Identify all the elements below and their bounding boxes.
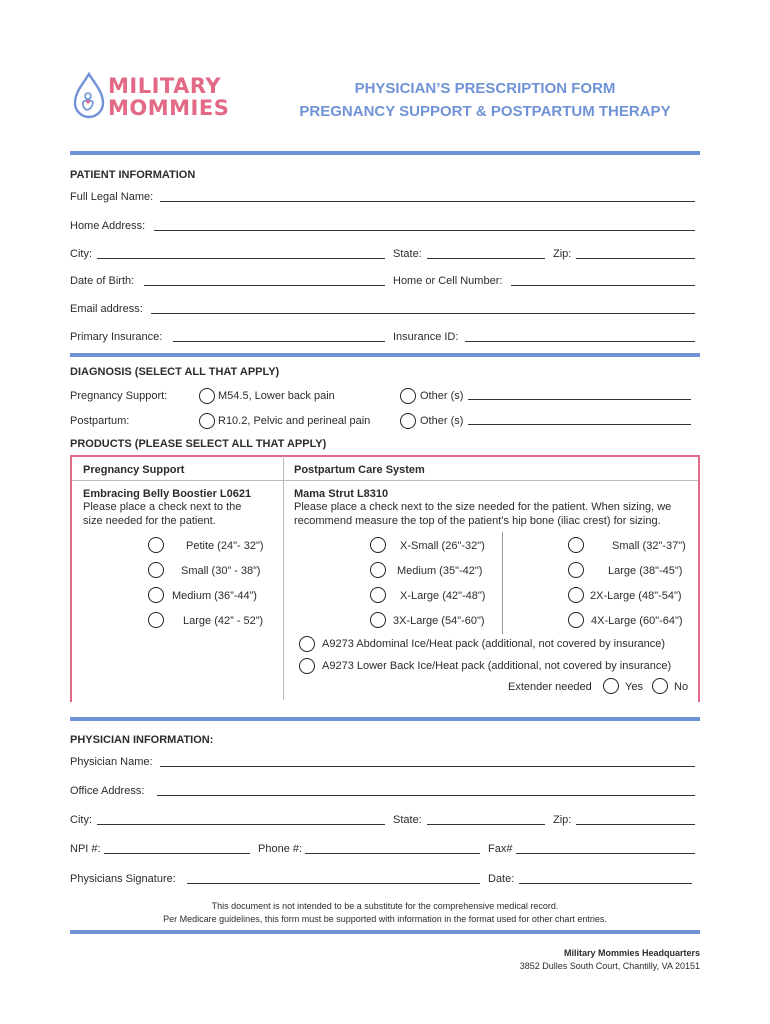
physician-phone-label: Phone #: [258,843,303,855]
hq-address: 3852 Dulles South Court, Chantilly, VA 20151 [519,961,700,971]
size-label: 3X-Large (54"-60") [393,615,485,627]
size-label: 4X-Large (60"-64") [591,615,683,627]
large-checkbox[interactable] [148,612,164,628]
hq-name: Military Mommies Headquarters [563,948,700,958]
physician-heading: PHYSICIAN INFORMATION: [70,734,214,746]
logo [72,72,232,122]
footer-note2: Per Medicare guidelines, this form must be supported with information in the format used for other chart entries. [163,914,607,924]
divider [70,151,700,155]
date-field[interactable] [519,883,692,884]
city-label: City: [70,248,92,260]
logo-drop-icon [72,72,106,120]
physician-state-label: State: [393,814,422,826]
office-address-label: Office Address: [70,785,145,797]
products-col-divider [283,456,284,700]
divider [70,930,700,934]
other2-label: Other (s) [420,415,464,427]
size-label: X-Small (26"-32") [400,540,485,552]
size-label: Petite (24"- 32") [186,540,264,552]
date-label: Date: [488,873,515,885]
xlarge-checkbox[interactable] [370,587,386,603]
full-name-label: Full Legal Name: [70,191,154,203]
r102-label: R10.2, Pelvic and perineal pain [218,415,371,427]
phone-field[interactable] [511,285,695,286]
home-address-field[interactable] [154,230,695,231]
divider [70,717,700,721]
p1-name: Embracing Belly Boostier L0621 [83,488,252,500]
footer-note1: This document is not intended to be a substitute for the comprehensive medical record. [211,901,559,911]
products-right-border [698,456,700,702]
medium-mama-checkbox[interactable] [370,562,386,578]
other2-field[interactable] [468,424,691,425]
physician-city-field[interactable] [97,824,385,825]
size-label: Medium (35"-42") [397,565,483,577]
physician-name-field[interactable] [160,766,695,767]
other1-field[interactable] [468,399,691,400]
state-label: State: [393,248,422,260]
size-label: Small (30” - 38”) [181,565,261,577]
p2-desc2: recommend measure the top of the patient’s hip bone (iliac crest) for sizing. [294,515,661,527]
r102-checkbox[interactable] [199,413,215,429]
pregnancy-support-label: Pregnancy Support: [70,390,168,402]
abdominal-pack-label: A9273 Abdominal Ice/Heat pack (additional, not covered by insurance) [322,638,666,650]
office-address-field[interactable] [157,795,695,796]
small-checkbox[interactable] [148,562,164,578]
diagnosis-heading: DIAGNOSIS (SELECT ALL THAT APPLY) [70,366,280,378]
form-subtitle: PREGNANCY SUPPORT & POSTPARTUM THERAPY [299,103,671,120]
state-field[interactable] [427,258,545,259]
size-label: 2X-Large (48"-54") [590,590,682,602]
insurance-id-field[interactable] [465,341,695,342]
dob-field[interactable] [144,285,385,286]
phone-label: Home or Cell Number: [393,275,503,287]
size-label: X-Large (42"-48") [400,590,486,602]
physician-name-label: Physician Name: [70,756,153,768]
medium-checkbox[interactable] [148,587,164,603]
fax-field[interactable] [516,853,695,854]
p2-desc1: Please place a check next to the size needed for the patient. When sizing, we [294,501,672,513]
logo-line1: MILITARY [108,74,222,98]
products-top-border [70,455,700,457]
extender-no-checkbox[interactable] [652,678,668,694]
col2-header: Postpartum Care System [294,464,425,476]
3xlarge-checkbox[interactable] [370,612,386,628]
insurance-id-label: Insurance ID: [393,331,459,343]
extender-no-label: No [674,681,689,693]
4xlarge-checkbox[interactable] [568,612,584,628]
lowerback-pack-label: A9273 Lower Back Ice/Heat pack (additional, not covered by insurance) [322,660,672,672]
home-address-label: Home Address: [70,220,146,232]
other2-checkbox[interactable] [400,413,416,429]
divider [70,353,700,357]
zip-field[interactable] [576,258,695,259]
physician-state-field[interactable] [427,824,545,825]
large-mama-checkbox[interactable] [568,562,584,578]
extender-label: Extender needed [508,681,592,693]
signature-field[interactable] [187,883,480,884]
m545-checkbox[interactable] [199,388,215,404]
extender-yes-label: Yes [625,681,643,693]
size-label: Large (38"-45") [608,565,683,577]
p1-desc2: size needed for the patient. [83,515,216,527]
insurance-label: Primary Insurance: [70,331,163,343]
physician-zip-field[interactable] [576,824,695,825]
small-mama-checkbox[interactable] [568,537,584,553]
size-label: Small (32"-37") [612,540,686,552]
physician-phone-field[interactable] [305,853,480,854]
physician-city-label: City: [70,814,92,826]
xsmall-checkbox[interactable] [370,537,386,553]
products-header-divider [72,480,698,481]
lowerback-pack-checkbox[interactable] [299,658,315,674]
postpartum-label: Postpartum: [70,415,130,427]
physician-zip-label: Zip: [553,814,572,826]
2xlarge-checkbox[interactable] [568,587,584,603]
fax-label: Fax# [488,843,513,855]
dob-label: Date of Birth: [70,275,135,287]
signature-label: Physicians Signature: [70,873,176,885]
size-label: Large (42” - 52”) [183,615,264,627]
other1-label: Other (s) [420,390,464,402]
products-left-border [70,456,72,702]
logo-line2: MOMMIES [108,96,230,120]
email-field[interactable] [151,313,695,314]
email-label: Email address: [70,303,143,315]
insurance-field[interactable] [173,341,385,342]
form-title: PHYSICIAN’S PRESCRIPTION FORM [354,80,616,97]
products-heading: PRODUCTS (PLEASE SELECT ALL THAT APPLY) [70,438,327,450]
p1-desc1: Please place a check next to the [83,501,242,513]
city-field[interactable] [97,258,385,259]
other1-checkbox[interactable] [400,388,416,404]
p2-name: Mama Strut L8310 [294,488,389,500]
npi-label: NPI #: [70,843,101,855]
size-label: Medium (36”-44”) [172,590,257,602]
abdominal-pack-checkbox[interactable] [299,636,315,652]
full-name-field[interactable] [160,201,695,202]
extender-yes-checkbox[interactable] [603,678,619,694]
m545-label: M54.5, Lower back pain [218,390,335,402]
petite-checkbox[interactable] [148,537,164,553]
col1-header: Pregnancy Support [83,464,185,476]
zip-label: Zip: [553,248,572,260]
npi-field[interactable] [104,853,250,854]
patient-heading: PATIENT INFORMATION [70,169,196,181]
size-col-divider [502,532,503,634]
